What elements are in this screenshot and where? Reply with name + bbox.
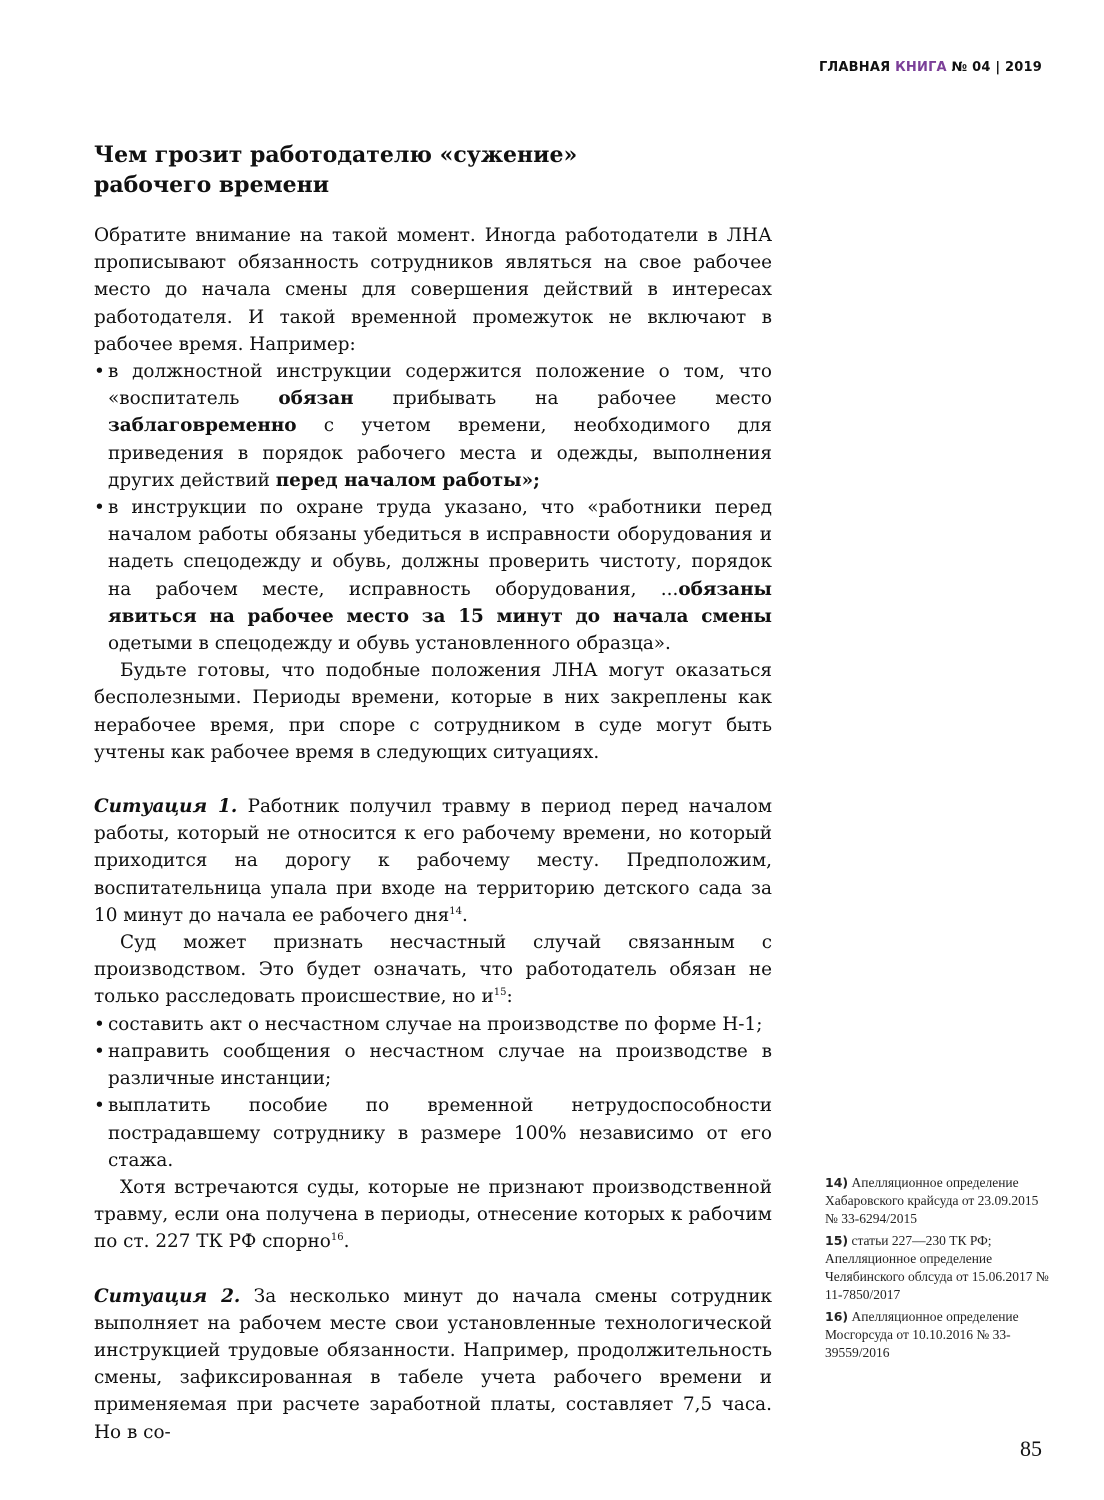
ready-paragraph: Будьте готовы, что подобные положения ЛНА могут оказаться бесполезными. Периоды времени, которые в них закреплены как нерабочее время, при споре с сотрудником в суде могут быть учтены как рабочее время в следующих ситуациях. (94, 660, 772, 763)
list-item: • составить акт о несчастном случае на производстве по форме Н-1; (94, 1011, 772, 1038)
examples-list (94, 358, 772, 657)
footnote-ref[interactable]: 15 (493, 987, 507, 999)
list-item: • в должностной инструкции содержится положение о том, что «воспитатель обязан прибывать на рабочее место заблаговременно с учетом времени, необходимого для приведения в порядок рабочего места и одежды, выполнения других действий перед началом работы»; (94, 358, 772, 494)
brand-main: ГЛАВНАЯ (818, 60, 891, 75)
footnote-15: 15) статьи 227—230 ТК РФ; Апелляционное определение Челябинского облсуда от 15.06.2017 № 11-7850/2017 (825, 1233, 1049, 1302)
list-item: • направить сообщения о несчастном случае на производстве в различные инстанции; (94, 1038, 772, 1092)
situation-2-paragraph: Ситуация 2. За несколько минут до начала смены сотрудник выполняет на рабочем месте свои установленные технологической инструкцией трудовые обязанности. Например, продолжительность смены, зафиксированная в табеле учета рабочего времени и применяемая при расчете заработной платы, составляет 7,5 часа. Но в со- (94, 1285, 773, 1443)
brand-accent: КНИГА (895, 60, 947, 75)
list-item: • в инструкции по охране труда указано, что «работники перед началом работы обязаны убедиться в исправности оборудования и надеть спецодежду и обувь, должны проверить чистоту, порядок на рабочем месте, исправность оборудования, ...обязаны явиться на рабочее место за 15 минут до начала смены одетыми в спецодежду и обувь установленного образца». (94, 494, 772, 657)
situation-2-label: Ситуация 2. (94, 1285, 241, 1307)
page-number: 85 (1020, 1436, 1042, 1461)
footnote-14: 14) Апелляционное определение Хабаровского крайсуда от 23.09.2015 № 33-6294/2015 (825, 1175, 1039, 1226)
running-header (819, 60, 1042, 75)
footnote-16: 16) Апелляционное определение Мосгорсуда от 10.10.2016 № 33-39559/2016 (825, 1309, 1019, 1360)
footnote-ref[interactable]: 14 (449, 905, 462, 917)
situation-1-label: Ситуация 1. (94, 796, 238, 818)
court-paragraph: Суд может признать несчастный случай связанным с производством. Это будет означать, что работодатель обязан не только расследовать происшествие, но $и^{15}$: (94, 932, 772, 1008)
section-title: Чем грозит работодателю «сужение» рабочего времени (94, 142, 578, 198)
obligations-list (94, 1011, 772, 1174)
list-item: • выплатить пособие по временной нетрудоспособности пострадавшему сотруднику в размере 100% независимо от его стажа. (94, 1092, 772, 1174)
article-body (94, 140, 772, 1446)
footnotes-sidebar (825, 1174, 1050, 1366)
situation-1-paragraph: Ситуация 1. Работник получил травму в период перед началом работы, который не относится к его рабочему времени, но который приходится на дорогу к рабочему месту. Предположим, воспитательница упала при входе на территорию детского сада за 10 минут до начала ее рабочего дня$^{14}$. (94, 796, 772, 926)
issue-number: № 04 | 2019 (951, 60, 1042, 75)
intro-paragraph: Обратите внимание на такой момент. Иногда работодатели в ЛНА прописывают обязанность сотрудников являться на свое рабочее место до начала смены для совершения действий в интересах работодателя. И такой временной промежуток не включают в рабочее время. Например: (94, 225, 772, 355)
although-paragraph: Хотя встречаются суды, которые не признают производственной травму, если она получена в периоды, отнесение которых к рабочим по ст. 227 ТК РФ спорно$^{16}$. (94, 1176, 772, 1253)
footnote-ref[interactable]: 16 (330, 1232, 344, 1244)
